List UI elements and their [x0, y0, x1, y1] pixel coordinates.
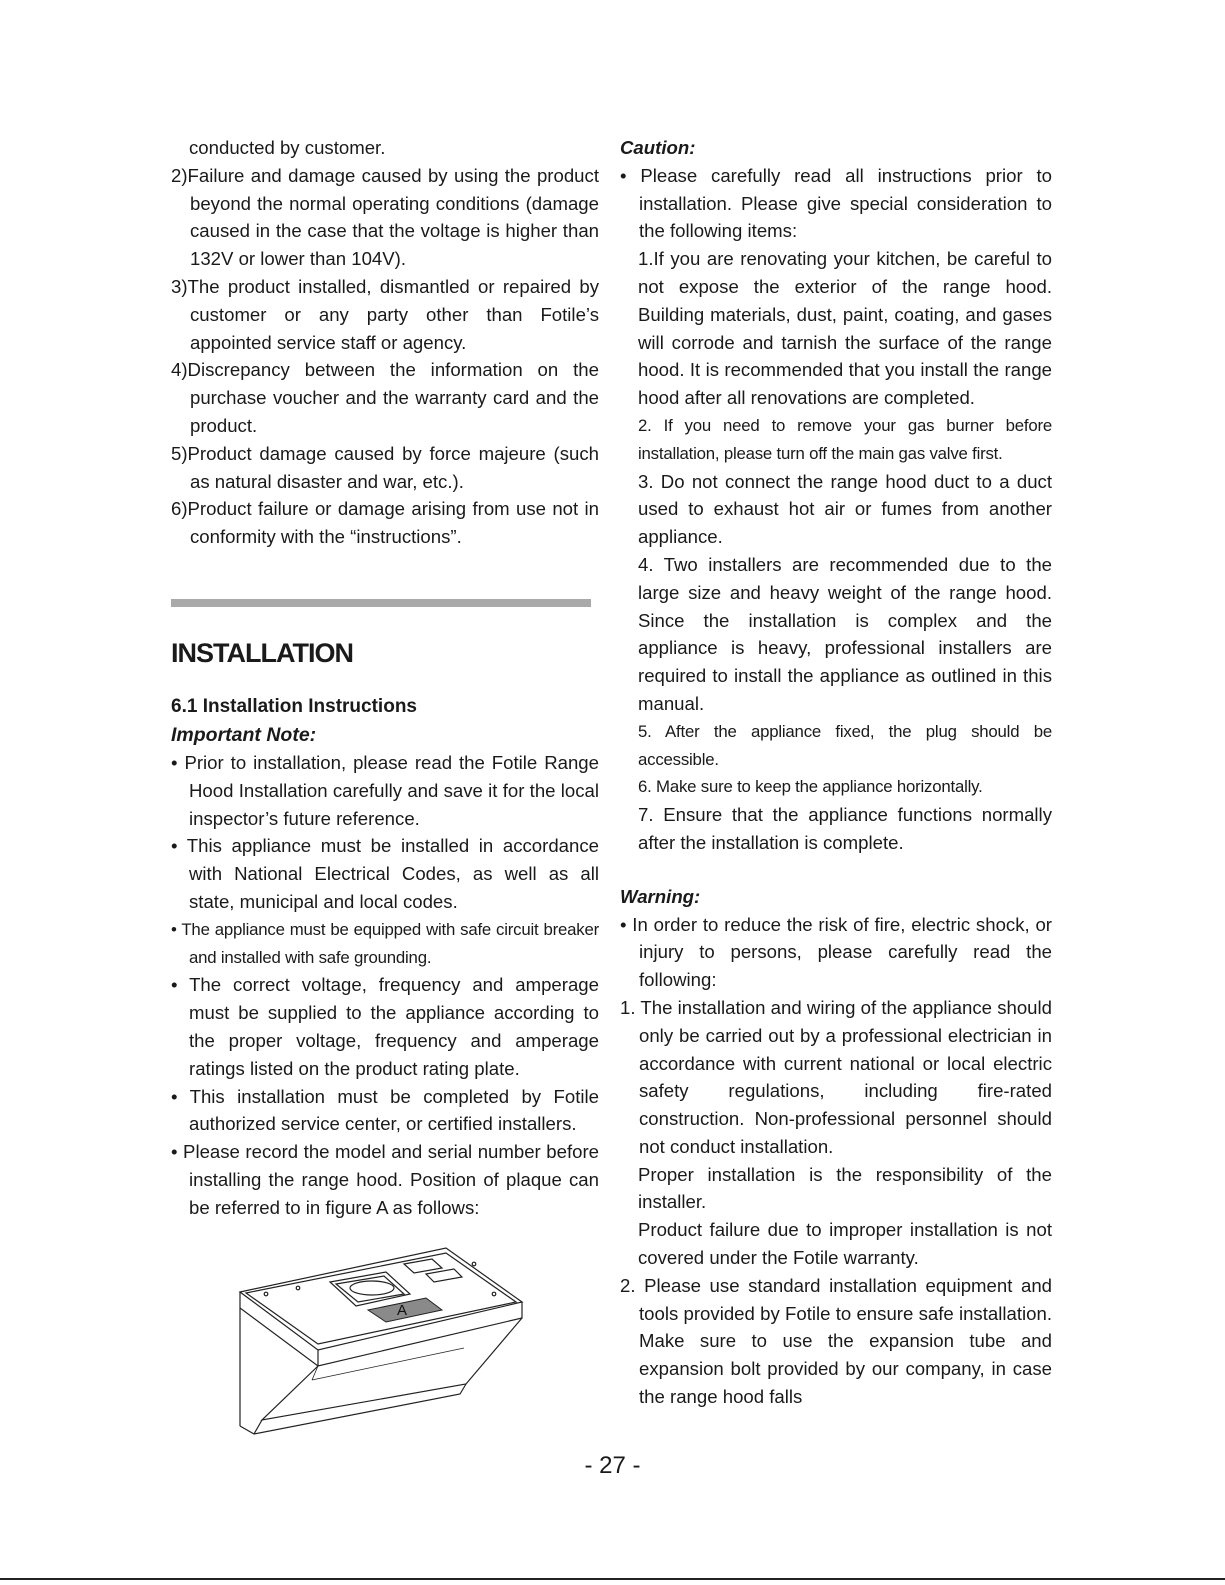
- caution-item: 7. Ensure that the appliance functions normally after the installation is complete.: [638, 804, 1052, 853]
- warning-label: Warning:: [620, 885, 701, 907]
- important-note-bullet: • This installation must be completed by Fotile authorized service center, or certified installers.: [171, 1085, 599, 1135]
- warranty-exclusion-item: 4)Discrepancy between the information on the purchase voucher and the warranty card and the product.: [171, 359, 599, 436]
- warranty-exclusion-item: 3)The product installed, dismantled or repaired by customer or any party other than Fotile’s appointed service staff or agency.: [171, 275, 599, 353]
- caution-item: 4. Two installers are recommended due to the large size and heavy weight of the range hood. Since the installation is complex and the appliance is heavy, professional installers are required to install the appliance as outlined in this manual.: [638, 553, 1052, 714]
- warning-item: 2. Please use standard installation equipment and tools provided by Fotile to ensure safe installation. Make sure to use the expansion tube and expansion bolt provided by our company, in case the range hood falls: [620, 1274, 1052, 1408]
- section-divider-bar: [171, 599, 591, 607]
- page-number: - 27 -: [584, 1452, 641, 1479]
- important-note-label: Important Note:: [171, 723, 317, 746]
- warning-item: 1. The installation and wiring of the appliance should only be carried out by a professional electrician in accordance with current national or local electric safety regulations, including fire-rated construction. Non-professional personnel should not conduct installation.: [620, 996, 1052, 1157]
- section-title: INSTALLATION: [171, 637, 353, 668]
- range-hood-figure: [236, 1244, 526, 1436]
- warning-intro: • In order to reduce the risk of fire, electric shock, or injury to persons, please carefully read the following:: [620, 913, 1052, 991]
- warranty-exclusion-item: 6)Product failure or damage arising from use not in conformity with the “instructions”.: [171, 498, 599, 548]
- left-column: [171, 134, 599, 1222]
- caution-item: 6. Make sure to keep the appliance horizontally.: [638, 777, 983, 797]
- warning-item-note: Product failure due to improper installation is not covered under the Fotile warranty.: [638, 1219, 1052, 1269]
- important-note-bullet: • The correct voltage, frequency and amperage must be supplied to the appliance according to the proper voltage, frequency and amperage ratings listed on the product rating plate.: [171, 974, 599, 1079]
- caution-intro: • Please carefully read all instructions prior to installation. Please give special consideration to the following items:: [620, 164, 1052, 242]
- important-note-bullet: • This appliance must be installed in accordance with National Electrical Codes, as well as all state, municipal and local codes.: [171, 835, 599, 912]
- caution-item: 5. After the appliance fixed, the plug should be accessible.: [638, 721, 1052, 769]
- important-note-bullet: • The appliance must be equipped with safe circuit breaker and installed with safe grounding.: [171, 919, 599, 967]
- caution-item: 1.If you are renovating your kitchen, be careful to not expose the exterior of the range hood. Building materials, dust, paint, coating, and gases will corrode and tarnish the surface of the range hood. It is recommended that you install the range hood after all renovations are completed.: [638, 248, 1052, 409]
- caution-label: Caution:: [620, 137, 696, 158]
- caution-item: 3. Do not connect the range hood duct to a duct used to exhaust hot air or fumes from another appliance.: [638, 470, 1052, 548]
- important-note-bullet: • Prior to installation, please read the Fotile Range Hood Installation carefully and save it for the local inspector’s future reference.: [171, 751, 599, 829]
- caution-item: 2. If you need to remove your gas burner before installation, please turn off the main gas valve first.: [638, 415, 1052, 463]
- warranty-exclusion-item: 5)Product damage caused by force majeure (such as natural disaster and war, etc.).: [171, 442, 599, 492]
- bottom-rule: [0, 1578, 1225, 1580]
- continuation-text: conducted by customer.: [189, 137, 386, 158]
- figure-label-a: A: [396, 1302, 408, 1319]
- subsection-title: 6.1 Installation Instructions: [171, 695, 417, 717]
- important-note-bullet: • Please record the model and serial number before installing the range hood. Position of plaque can be referred to in figure A as follows:: [171, 1141, 599, 1218]
- spacer: [620, 857, 1052, 883]
- warranty-exclusion-item: 2)Failure and damage caused by using the product beyond the normal operating conditions (damage caused in the case that the voltage is higher than 132V or lower than 104V).: [171, 164, 599, 270]
- right-column: [620, 134, 1052, 1411]
- warning-item-note: Proper installation is the responsibility of the installer.: [638, 1163, 1052, 1213]
